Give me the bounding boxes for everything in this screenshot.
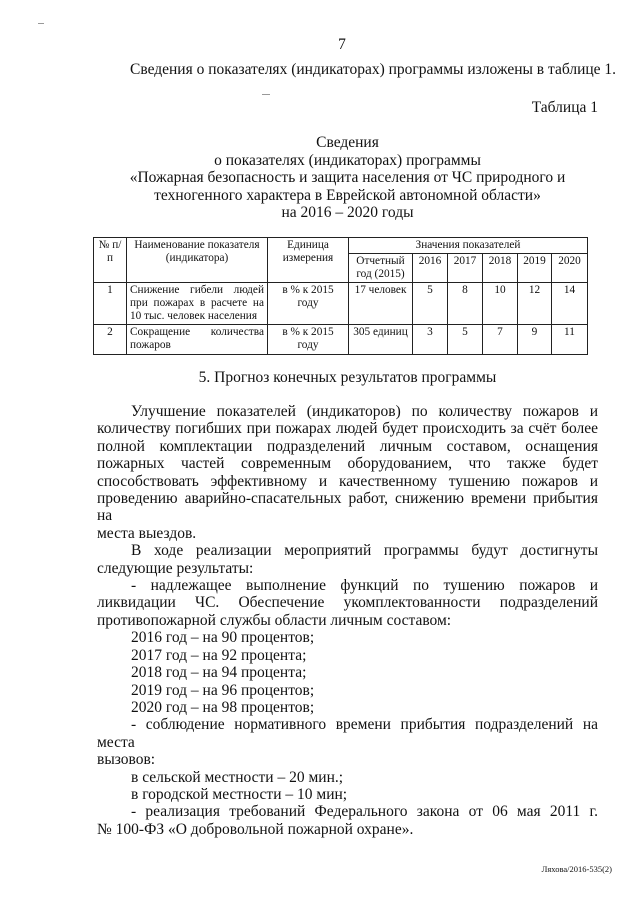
body-line: ликвидации ЧС. Обеспечение укомплектованности подразделений xyxy=(97,594,598,612)
scan-mark xyxy=(38,23,44,24)
table-header-row xyxy=(94,238,588,254)
cell-unit: в % к 2015 году xyxy=(268,325,349,355)
header-year: 2016 xyxy=(413,254,448,283)
header-year: 2020 xyxy=(552,254,588,283)
body-text xyxy=(97,403,598,838)
cell-base: 17 человек xyxy=(349,283,413,325)
table-row xyxy=(94,325,588,355)
header-year: 2018 xyxy=(483,254,518,283)
table-row xyxy=(94,283,588,325)
body-line: следующие результаты: xyxy=(97,559,254,577)
intro-text: Сведения о показателях (индикаторах) программы изложены в таблице 1. xyxy=(130,61,617,78)
cell-name: Снижение гибели людей при пожарах в расчете на 10 тыс. человек населения xyxy=(127,283,268,325)
cell-name: Сокращение количества пожаров xyxy=(127,325,268,355)
title-line: о показателях (индикаторах) программы xyxy=(214,151,481,169)
cell-value: 7 xyxy=(483,325,518,355)
title-line: техногенного характера в Еврейской автономной области» xyxy=(154,186,541,204)
body-line: в сельской местности – 20 мин.; xyxy=(131,768,344,786)
cell-unit: в % к 2015 году xyxy=(268,283,349,325)
table-title xyxy=(97,134,598,222)
cell-base: 305 единиц xyxy=(349,325,413,355)
header-unit: Единица измерения xyxy=(268,238,349,283)
header-base: Отчетный год (2015) xyxy=(349,254,413,283)
header-year: 2017 xyxy=(448,254,483,283)
cell-num: 1 xyxy=(94,283,127,325)
header-year: 2019 xyxy=(518,254,552,283)
cell-value: 9 xyxy=(518,325,552,355)
cell-num: 2 xyxy=(94,325,127,355)
table-label: Таблица 1 xyxy=(531,99,598,116)
body-line: пожарных частей современным оборудованием, что также будет xyxy=(97,455,598,473)
cell-value: 14 xyxy=(552,283,588,325)
title-line: «Пожарная безопасность и защита населения от ЧС природного и xyxy=(129,169,566,187)
body-line: 2020 год – на 98 процентов; xyxy=(131,698,315,716)
section-heading: 5. Прогноз конечных результатов программы xyxy=(198,369,497,386)
body-line: 2019 год – на 96 процентов; xyxy=(131,681,315,699)
body-line: в городской местности – 10 мин; xyxy=(131,785,348,803)
indicators-table xyxy=(93,237,588,355)
body-line: способствовать эффективному и качественному тушению пожаров и xyxy=(97,472,598,490)
body-line: вызовов: xyxy=(97,751,156,769)
body-line: места выездов. xyxy=(97,524,197,542)
body-line: проведению аварийно-спасательных работ, снижению времени прибытия на xyxy=(97,490,598,525)
body-line: № 100-ФЗ «О добровольной пожарной охране». xyxy=(97,820,414,838)
body-line: противопожарной службы области личным составом: xyxy=(97,611,452,629)
scan-mark xyxy=(262,94,270,95)
cell-value: 3 xyxy=(413,325,448,355)
body-line: Улучшение показателей (индикаторов) по количеству пожаров и xyxy=(131,403,598,420)
body-line: - надлежащее выполнение функций по тушению пожаров и xyxy=(131,577,598,595)
cell-value: 5 xyxy=(413,283,448,325)
page-number: 7 xyxy=(338,36,346,53)
body-line: количеству погибших при пожарах людей будет происходить за счёт более xyxy=(97,420,598,438)
header-name: Наименование показателя (индикатора) xyxy=(127,238,268,283)
header-num: № п/п xyxy=(94,238,127,283)
body-line: 2018 год – на 94 процента; xyxy=(131,664,307,682)
body-line: - соблюдение нормативного времени прибытия подразделений на места xyxy=(97,716,598,751)
body-line: - реализация требований Федерального закона от 06 мая 2011 г. xyxy=(131,803,598,821)
body-line: 2017 год – на 92 процента; xyxy=(131,646,307,664)
title-line: Сведения xyxy=(316,134,379,151)
cell-value: 12 xyxy=(518,283,552,325)
cell-value: 11 xyxy=(552,325,588,355)
header-values: Значения показателей xyxy=(349,238,588,254)
footer-reference: Ляхова/2016-535(2) xyxy=(541,864,612,874)
body-line: В ходе реализации мероприятий программы будут достигнуты xyxy=(131,542,598,560)
body-line: полной комплектации подразделений личным составом, оснащения xyxy=(97,437,598,455)
cell-value: 8 xyxy=(448,283,483,325)
cell-value: 10 xyxy=(483,283,518,325)
title-line: на 2016 – 2020 годы xyxy=(281,204,414,222)
cell-value: 5 xyxy=(448,325,483,355)
body-line: 2016 год – на 90 процентов; xyxy=(131,629,315,647)
